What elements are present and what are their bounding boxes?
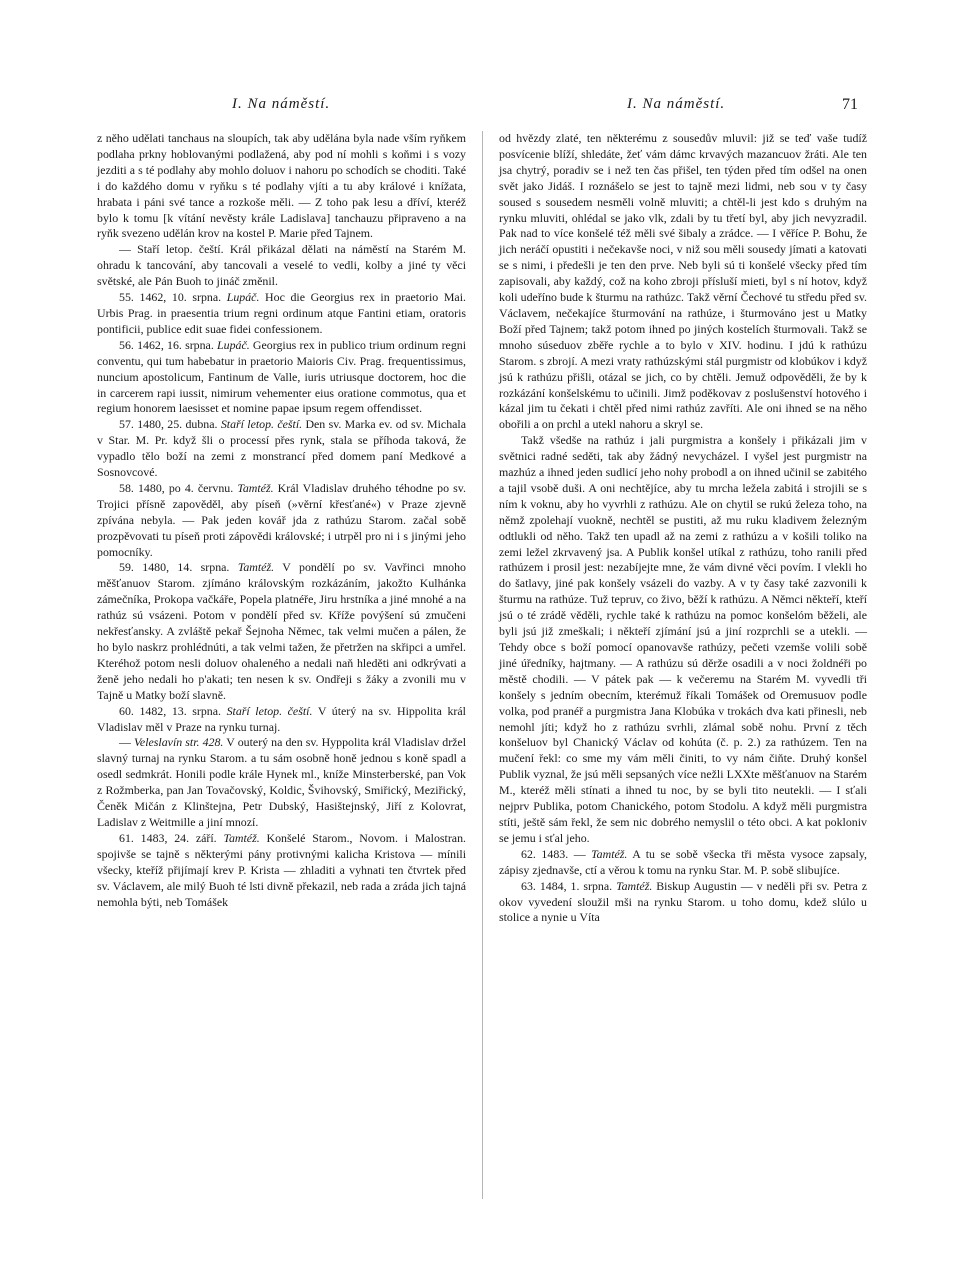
running-title-left: I. Na náměstí. [232,96,331,112]
page-number: 71 [842,96,858,113]
entry-source: Tamtéž. [591,846,628,861]
entry-date: 1480, 25. dubna. [137,417,218,432]
chronicle-entry [97,338,466,418]
entry-text: Konšelé Starom., Novom. i Malostran. spojivše se tajně s některými pány protivnými kalicha Kristova — mínili všecky, kteříž přijímají krev P. Krista — zhladiti a vyhnati ten čtvrtek před sv. Václavem, ale milý Buoh té lsti divně překazil, neb rada a zráda jich tajná nemohla býti, neb Tomášek [97,830,467,909]
entry-text: A tu se sobě všecka tři města vysoce zapsaly, zápisy zjednavše, ctí a věrou k tomu na rynku Star. M. P. sobě slibujíce. [499,846,867,877]
entry-source: Tamtéž. [237,480,274,495]
entry-number: 55. [119,290,134,305]
entry-text: Biskup Augustin — v neděli při sv. Petra z okov vyvedení sloužil mši na rynku Starom. u toho domu, kdež slúlo u stolice a nynie u Víta [499,878,867,925]
entry-source: Lupáč. [217,337,250,352]
paragraph: z něho udělati tanchaus na sloupích, tak aby udělána byla nade vším ryňkem podlaha prkny hoblovanými podlažená, aby pod ní mohli s koňmi i s vozy jezditi a s té podlahy aby mohlo doluov i nahoru po schodích se choditi. Také i do každého domu v ryňku s té podlahy vjíti a tu aby králové i knížata, hrabata i páni své tance a rozkoše měli. — Z toho pak lesu a dříví, kteréž bylo k tomu [k vítání nevěsty krále Ladislava] tanchauzu připraveno a na ryňk svezeno udělán krov na kostel P. Marie před Tajnem. [97,131,466,241]
entry-text: Král Vladislav druhého téhodne po sv. Trojici přísně zapověděl, aby píseň (»věrní křesťané«) v Praze zjevně zpívána nebyla. — Pak jeden kovář jda z rathúzu Starom. začal sobě prozpěvovati tu píseň proti zápovědi královské; i utrpěl pro ni i s jinými jeho pomocníky. [97,480,466,559]
entry-source: Lupáč. [226,290,260,305]
entry-text: V úterý na sv. Hippolita král Vladislav měl v Praze na rynku turnaj. [97,703,466,734]
entry-date: 1483, 24. září. [140,830,217,845]
entry-number: 60. [119,703,134,718]
chronicle-entry [97,735,466,830]
entry-source: Tamtéž. [237,560,275,575]
entry-number: 58. [119,480,134,495]
chronicle-entry [97,831,466,911]
entry-number: 56. [119,337,134,352]
entry-date: 1482, 13. srpna. [139,703,221,718]
entry-date: 1484, 1. srpna. [539,878,613,893]
chronicle-entry [97,560,466,703]
entry-text: Hoc die Georgius rex in praetorio Mai. Urbis Prag. in praesentia trium regni ordinum atque Fantini etiam, oratoris pontificii, publice edit suae fidei confessionem. [97,290,466,336]
entry-date: 1480, po 4. červnu. [137,480,234,495]
chronicle-entry [499,847,867,879]
chronicle-entry [97,417,466,481]
running-header [0,96,960,118]
entry-source: Tamtéž. [616,878,653,893]
entry-number: 61. [119,830,134,845]
entry-text: V outerý na den sv. Hyppolita král Vladislav držel slavný turnaj na rynku Starom. a tu sám osobně honě jednou s koně spadl a osedl sedmkrát. Honili podle krále Hynek ml., kníže Minsterberské, pan Vok z Rožmberka, pan Jan Tovačovský, Koldic, Švihovský, Smiřický, Meziřický, Čeněk Mičán z Klinštejna, Petr Dubský, Hasištejnský, Jiří z Kolovrat, Ladislav z Weitmille a jiní mnozí. [97,735,467,829]
entry-date: — [119,735,131,750]
entry-number: 57. [119,417,134,432]
entry-source: Tamtéž. [223,830,260,845]
chronicle-entry [97,481,466,561]
entry-text: Den sv. Marka ev. od sv. Michala v Star. M. Pr. když šli o processí přes rynk, stala se příhoda taková, že vypadlo tělo boží na zemi z monstrancí před domem paní Medkové a Sosnovcové. [97,417,466,480]
entry-date: 1462, 10. srpna. [139,290,222,305]
chronicle-entry [97,290,466,338]
paragraph: od hvězdy zlaté, ten některému z sousedův mluvil: již se teď vaše tudíž posvícenie blíží, shledáte, žeť vám dámc krvavých mazancuov žráti. Ale ten jsa chytrý, poradiv se i než ten čas přišel, ten týden před tím odšel na onen svět jako Jidáš. I roznášelo se jest to tajně mezi lidmi, neb sou v ty časy soused s sousedem nesměli volně mluviti; a chtěl-li jest kdo s druhým na rynku mluviti, ohlédal se jako vlk, zdali by tu třetí byl, aby jich nevyzradil. Pak nad to více konšelé též měli své šibaly a zrádce. — I věříce P. Bohu, že jich neráčí opustiti i nečekavše noci, v niž sou měli sousedy jímati a katovati se s nimi, i předešli je ten den prve. Neb byli sú ti konšelé všecky před tím zapisovali, aby každý, což na koho zbroji přísluší mieti, byl s ní hotov, když koli udeříno bude k šturmu na rathúzc. Takž věrní Čechové tu středu před sv. Václavem, nečekajíce šturmování na rathúze, i šturmováno jest u Matky Boží před Tajnem; takž potom ihned po jiných kostelích šturmovali. Takž se mnoho súseduov zběře rychle a to bylo v XIV. hodinu. I jdú k rathúzu Starom. s zbrojí. A mezi vraty rathúzskými stál purgmistr od klobúkov i když jsú k rathúzu přišli, otázal se jich, co by chtěli. Jemuž odpověděli, že by k rozkázání konšelskému to učinili. Jimž poděkovav z poslušenství hotového i kázal jim tu čekati i chtěl před nimi rathúz zavříti. Ale oni ihned se na něho obořili a on prchl a utekl nahoru a skryl se. [499,131,867,432]
paragraph: Takž všedše na rathúz i jali purgmistra a konšely i přikázali jim v světnici radné seděti, tak aby žádný nevycházel. I vyšel jest purgmistr na mazhúz a ihned jeden sudlicí jeho nohy probodl a on ihned učinil se zabitého a tajil vsobě duši. A oni nechtějíce, aby tu mrcha ležela zabitá i strojili se s ním k voknu, aby ho vyvrhli z rathúzu. Ale on chytil se rukú železa toho, na němž zpolehají vuokně, nechtěl se pustiti, až mu ruku kladivem železným odtlukli od něho. Takž ten upadl až na zemi z rathúzu a v košili toliko na zemi ležel zkrvavený jsa. A Publik konšel utíkal z rathúzu, toho ranili před rathúzem i prosil jest: nezabíjejte mne, že vám divné věci povím. I vlekli ho do šatlavy, jiné pak konšely vsázeli do vazby. A v ty časy také zazvonili k šturmu na rathúze. Tuž tepruv, co živo, běží k rathúzu. A Němci někteří, kteří jsú o té zrádě věděli, rychle také k rathúzu na pomoc konšelóm běželi, ale byli jsú již zmeškali; i někteří zjímání jsú a jiní rozprchli se a utekli. — Tehdy obce s boží pomocí opanovavše rathúzy, pečeti vzemše volili sobě jiné úředníky, hajtmany. — A rathúzu sú děrže osadili a v noci žoldnéři po městě chodili. — V pátek pak — k večeremu na Starém M. vyvedli tři konšely s jedním obecním, kterémuž říkali Tomášek od Oremusuov podle volka, pod pranéř a purgmistra Jana Klobúka v trokách dva kati přinesli, neb nemohl jíti; když ho z rathúzu svrhli, zlámal sobě nohu. První z těch konšeluov byl Chanický Václav od kohúta (č. p. 2.) za rathúzem. Ten na mučení řekl: co sme my vám měli činiti, to vy nám čiňte. Druhý konšel Publik vyznal, že jsú měli sepsaných více nežli LXXte měšťanuov na Starém M., kteréž měli stínati a ihned tu noc, by se byli tito neutekli. — I sťali nejprv Publika, potom Chanického, potom Stodolu. A když měli purgmistra stíti, ještě sám řekl, že sem nic dobrého nemyslil o této obci. A kat pokloniv se jemu i sťal jeho. [499,433,867,845]
chronicle-entry [97,704,466,736]
entry-text: Georgius rex in publico trium ordinum regni conventu, qui tum habebatur in praetorio Maioris Civ. Prag. frequentissimus, nuncium apostolicum, Fantinum de Valle, iuris utriusque doctorem, hoc die in carcerem rapi iussit, nimirum vehementer eius oratione commotus, qua et regium honorem laesisset et nomine papae ipsum regem offendisset. [97,337,467,416]
entry-source: Staří letop. čeští. [226,703,313,718]
entry-number: 59. [119,560,134,575]
entry-source: Veleslavín str. 428. [133,735,224,750]
left-column [97,131,466,910]
entry-date: 1480, 14. srpna. [142,560,230,575]
running-title-right: I. Na náměstí. [627,96,726,112]
right-column [499,131,867,926]
entry-number: 63. [521,878,536,893]
entry-text: V pondělí po sv. Vavřinci mnoho měšťanuov Starom. zjímáno královským rozkázáním, jakožto Kulhánka zámečníka, Prokopa vačkáře, Popela platnéře, Jiru hrstníka a jiné mnohé a na rathúz sú vsázeni. Potom v pondělí před sv. Kříže povýšení sú zmučeni nekřesťansky. A zvláště pekař Šejnoha Němec, tak velmi mučen a pálen, že ho bylo naskrz prohlédnúti, a tak velmi tažen, že přetržen na skřipci a umřel. Kteréhož potom nesli doluov ohaleného a nedali naň hleděti ani odkrývati a ženě jeho nedali ho p'akati; ten nesen k sv. Ondřeji s žáky a zvonili mu v Tajně u Matky boží slavně. [97,560,467,702]
entry-source: Staří letop. čeští. [220,417,303,432]
entry-number: 62. [521,846,536,861]
entry-date: 1462, 16. srpna. [137,337,214,352]
chronicle-entry [499,879,867,927]
column-divider [482,131,483,1199]
paragraph: — Staří letop. čeští. Král přikázal dělati na náměstí na Starém M. ohradu k tancování, aby tancovali a veselé to vedli, kolby a jiné ty věci světské, ale Pán Buoh to jináč změnil. [97,242,466,289]
entry-date: 1483. — [541,846,586,861]
